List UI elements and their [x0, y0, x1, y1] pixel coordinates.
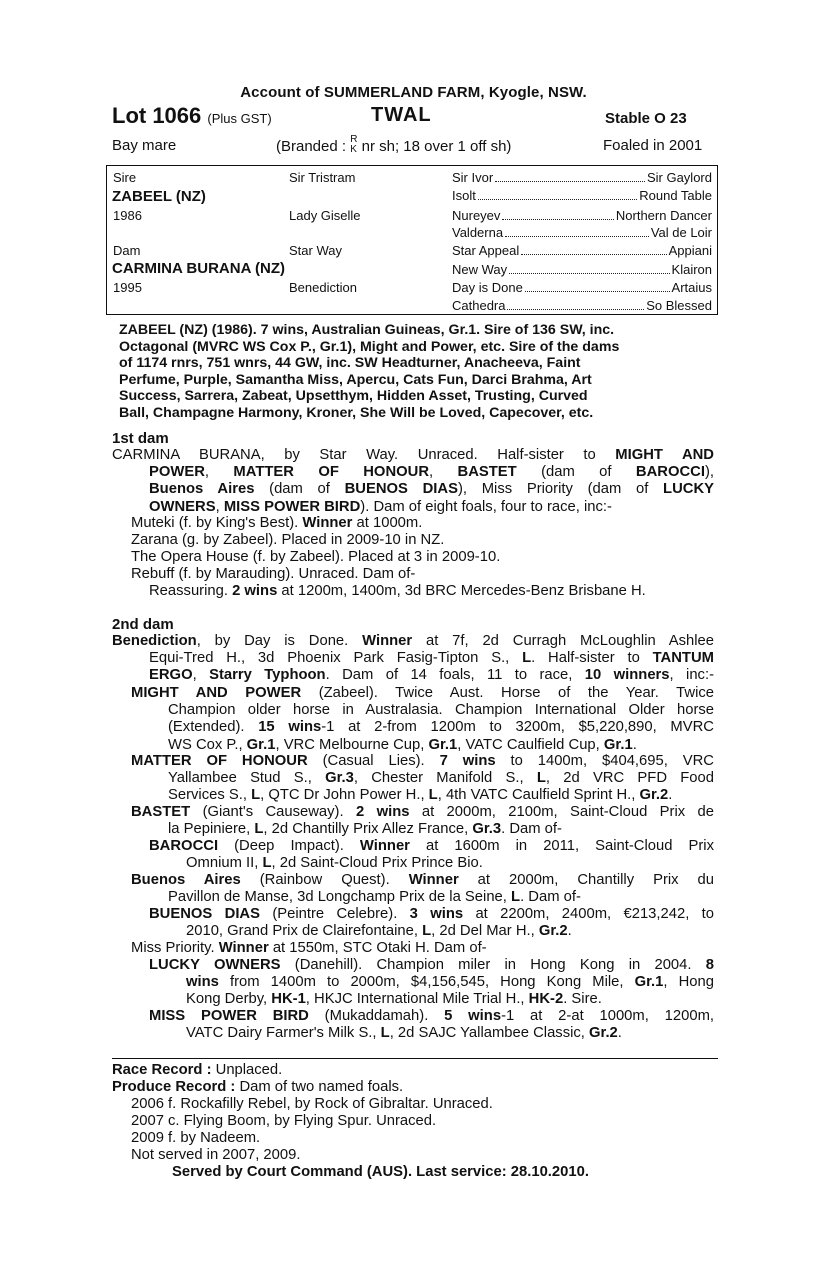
lot-number — [112, 103, 272, 129]
branded-prefix: (Branded : — [276, 137, 347, 155]
dam-year: 1995 — [113, 280, 142, 295]
foal-entry: Reassuring. 2 wins at 1200m, 1400m, 3d BRC Mercedes-Benz Brisbane H. — [149, 583, 646, 599]
text-line: Champion older horse in Australasia. Champion International Older horse — [168, 702, 714, 719]
first-dam-paragraph — [112, 447, 714, 516]
lot-label: Lot 1066 — [112, 103, 202, 128]
dam-sire: Star Way — [289, 243, 342, 258]
horse-description: Bay mare — [112, 137, 177, 154]
section-divider — [112, 1058, 718, 1059]
text-line: wins from 1400m to 2000m, $4,156,545, Hong Kong Mile, Gr.1, Hong — [186, 974, 714, 991]
miss-power-bird-entry — [149, 1008, 714, 1042]
sire-summary-line: Success, Sarrera, Zabeat, Upsetthym, Hidden Asset, Trusting, Curved — [119, 388, 588, 405]
dam-dam: Benediction — [289, 280, 357, 295]
sire-summary — [119, 322, 709, 422]
pedigree-line: Day is Done Artaius — [452, 280, 712, 295]
brand-info — [276, 134, 512, 157]
text-line: 2010, Grand Prix de Clairefontaine, L, 2d Del Mar H., Gr.2. — [186, 923, 572, 940]
text-line: MIGHT AND POWER (Zabeel). Twice Aust. Horse of the Year. Twice — [131, 685, 714, 701]
race-record: Race Record : Unplaced. — [112, 1062, 283, 1078]
pedigree-line: Valderna Val de Loir — [452, 225, 712, 240]
sire-summary-line: Ball, Champagne Harmony, Kroner, She Will be Loved, Capecover, etc. — [119, 404, 594, 421]
second-dam-paragraph — [112, 633, 714, 685]
sire-summary-line: ZABEEL (NZ) (1986). 7 wins, Australian Guineas, Gr.1. Sire of 136 SW, inc. — [119, 322, 615, 338]
text-line: CARMINA BURANA, by Star Way. Unraced. Half-sister to MIGHT AND — [112, 447, 714, 463]
foal-entry: Muteki (f. by King's Best). Winner at 1000m. — [131, 515, 423, 531]
produce-line: Not served in 2007, 2009. — [131, 1147, 301, 1163]
sire-label: Sire — [113, 170, 137, 185]
buenos-aires-entry — [131, 872, 714, 906]
account-line: Account of SUMMERLAND FARM, Kyogle, NSW. — [240, 84, 587, 101]
text-line: la Pepiniere, L, 2d Chantilly Prix Allez France, Gr.3. Dam of- — [168, 821, 562, 838]
branded-suffix: nr sh; 18 over 1 off sh) — [361, 137, 512, 155]
text-line: VATC Dairy Farmer's Milk S., L, 2d SAJC Yallambee Classic, Gr.2. — [186, 1025, 622, 1042]
text-line: Omnium II, L, 2d Saint-Cloud Prix Prince Bio. — [186, 855, 483, 872]
sire-summary-line: of 1174 rnrs, 751 wnrs, 44 GW, inc. SW Headturner, Anacheeva, Faint — [119, 355, 581, 372]
second-dam-heading: 2nd dam — [112, 616, 174, 633]
text-line: OWNERS, MISS POWER BIRD). Dam of eight foals, four to race, inc:- — [149, 498, 612, 515]
produce-record: Produce Record : Dam of two named foals. — [112, 1079, 404, 1095]
text-line: Buenos Aires (dam of BUENOS DIAS), Miss Priority (dam of LUCKY — [149, 481, 715, 498]
text-line: Benediction, by Day is Done. Winner at 7f, 2d Curragh McLoughlin Ashlee — [112, 633, 714, 649]
text-line: Buenos Aires (Rainbow Quest). Winner at 2000m, Chantilly Prix du — [131, 872, 714, 888]
pedigree-line: Nureyev Northern Dancer — [452, 208, 712, 223]
text-line: ERGO, Starry Typhoon. Dam of 14 foals, 11 to race, 10 winners, inc:- — [149, 667, 714, 684]
sire-dam: Lady Giselle — [289, 208, 361, 223]
text-line: Kong Derby, HK-1, HKJC International Mile Trial H., HK-2. Sire. — [186, 991, 602, 1008]
foal-entry: Zarana (g. by Zabeel). Placed in 2009-10 in NZ. — [131, 532, 445, 548]
pedigree-line: Isolt Round Table — [452, 188, 712, 203]
text-line: BASTET (Giant's Causeway). 2 wins at 2000m, 2100m, Saint-Cloud Prix de — [131, 804, 714, 820]
text-line: LUCKY OWNERS (Danehill). Champion miler in Hong Kong in 2004. 8 — [149, 957, 714, 973]
sire-summary-line: Perfume, Purple, Samantha Miss, Apercu, Cats Fun, Darci Brahma, Art — [119, 371, 592, 388]
buenos-dias-entry — [149, 906, 714, 940]
foal-entry: Rebuff (f. by Marauding). Unraced. Dam of- — [131, 566, 416, 582]
dam-name: CARMINA BURANA (NZ) — [112, 260, 286, 277]
foal-entry: The Opera House (f. by Zabeel). Placed at 3 in 2009-10. — [131, 549, 501, 565]
pedigree-line: Sir Ivor Sir Gaylord — [452, 170, 712, 185]
pedigree-line: New Way Klairon — [452, 262, 712, 277]
text-line: Services S., L, QTC Dr John Power H., L, 4th VATC Caulfield Sprint H., Gr.2. — [168, 787, 673, 804]
text-line: MISS POWER BIRD (Mukaddamah). 5 wins-1 at 2-at 1000m, 1200m, — [149, 1008, 715, 1024]
produce-line: 2009 f. by Nadeem. — [131, 1130, 261, 1146]
sire-year: 1986 — [113, 208, 142, 223]
horse-name: TWAL — [371, 104, 432, 126]
produce-line: 2006 f. Rockafilly Rebel, by Rock of Gibraltar. Unraced. — [131, 1096, 493, 1112]
pedigree-line: Cathedra So Blessed — [452, 298, 712, 313]
pedigree-line: Star Appeal Appiani — [452, 243, 712, 258]
sire-sire: Sir Tristram — [289, 170, 356, 185]
stable-number: Stable O 23 — [605, 110, 687, 127]
text-line: POWER, MATTER OF HONOUR, BASTET (dam of BAROCCI), — [149, 464, 715, 481]
bastet-entry — [131, 804, 714, 838]
produce-line: 2007 c. Flying Boom, by Flying Spur. Unraced. — [131, 1113, 437, 1129]
matter-of-honour-entry — [131, 753, 714, 805]
sire-name: ZABEEL (NZ) — [112, 188, 206, 205]
sire-summary-line: Octagonal (MVRC WS Cox P., Gr.1), Might and Power, etc. Sire of the dams — [119, 338, 620, 355]
text-line: Pavillon de Manse, 3d Longchamp Prix de la Seine, L. Dam of- — [168, 889, 581, 906]
text-line: MATTER OF HONOUR (Casual Lies). 7 wins to 1400m, $404,695, VRC — [131, 753, 714, 769]
might-and-power-entry — [131, 685, 714, 754]
miss-priority-entry: Miss Priority. Winner at 1550m, STC Otaki H. Dam of- — [131, 940, 487, 956]
text-line: BUENOS DIAS (Peintre Celebre). 3 wins at 2200m, 2400m, €213,242, to — [149, 906, 714, 922]
brand-mark: R K — [350, 134, 358, 155]
text-line: WS Cox P., Gr.1, VRC Melbourne Cup, Gr.1, VATC Caulfield Cup, Gr.1. — [168, 736, 637, 753]
barocci-entry — [149, 838, 714, 872]
dam-label: Dam — [113, 243, 141, 258]
foaled-year: Foaled in 2001 — [603, 137, 703, 154]
lucky-owners-entry — [149, 957, 714, 1009]
text-line: Equi-Tred H., 3d Phoenix Park Fasig-Tipton S., L. Half-sister to TANTUM — [149, 650, 714, 667]
text-line: Yallambee Stud S., Gr.3, Chester Manifold S., L, 2d VRC PFD Food — [168, 770, 714, 787]
text-line: BAROCCI (Deep Impact). Winner at 1600m in 2011, Saint-Cloud Prix — [149, 838, 714, 854]
lot-note: (Plus GST) — [207, 111, 272, 126]
text-line: (Extended). 15 wins-1 at 2-from 1200m to 3200m, $5,220,890, MVRC — [168, 719, 714, 736]
first-dam-heading: 1st dam — [112, 430, 169, 447]
pedigree-table — [106, 165, 718, 315]
served-by: Served by Court Command (AUS). Last service: 28.10.2010. — [172, 1164, 589, 1180]
